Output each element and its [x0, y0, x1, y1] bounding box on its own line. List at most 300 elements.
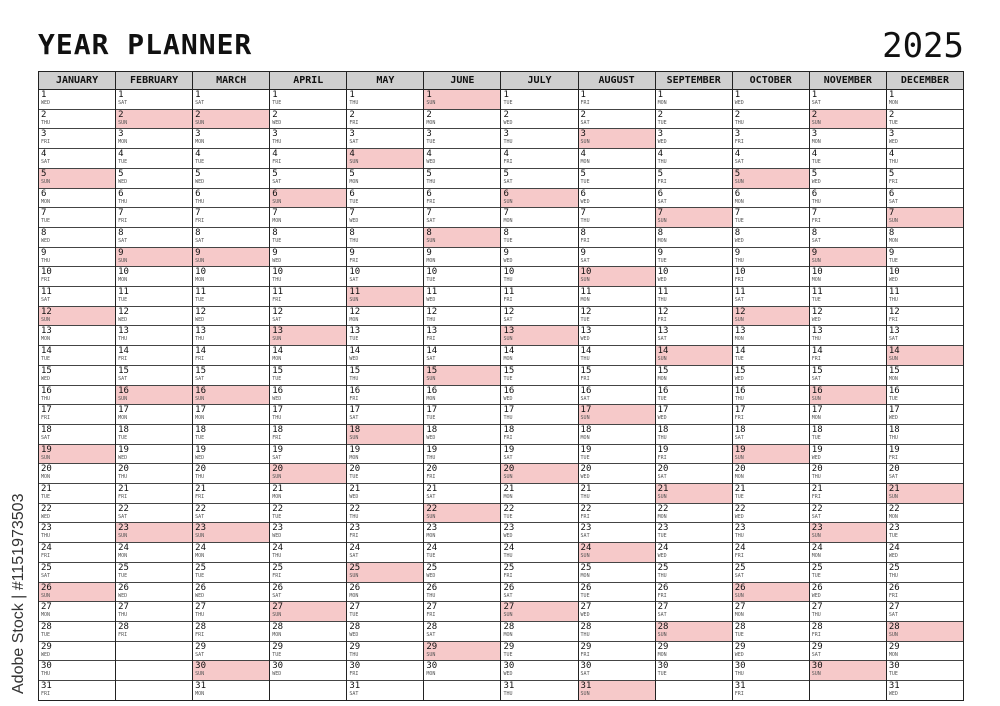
- weekday-label: MON: [118, 139, 128, 146]
- weekday-label: FRI: [503, 434, 513, 441]
- weekday-label: TUE: [349, 612, 359, 619]
- weekday-label: FRI: [657, 178, 667, 185]
- day-cell: [193, 90, 269, 110]
- weekday-label: TUE: [349, 198, 359, 205]
- day-number: 8: [272, 227, 278, 238]
- weekday-label: SAT: [734, 297, 744, 304]
- weekday-label: WED: [657, 277, 667, 284]
- weekday-label: MON: [580, 297, 590, 304]
- day-number: 1: [503, 90, 509, 100]
- day-cell: [656, 90, 732, 110]
- weekday-label: MON: [272, 631, 282, 638]
- day-number: 19: [349, 444, 361, 455]
- day-cell: [193, 622, 269, 642]
- day-number: 25: [811, 562, 823, 573]
- day-cell: [193, 248, 269, 268]
- weekday-label: SAT: [349, 691, 359, 698]
- day-cell: [887, 386, 963, 406]
- weekday-label: FRI: [426, 336, 436, 343]
- weekday-label: SUN: [118, 257, 128, 264]
- day-number: 19: [580, 444, 592, 455]
- day-cell: [656, 228, 732, 248]
- weekday-label: FRI: [580, 375, 590, 382]
- day-cell: [193, 326, 269, 346]
- weekday-label: TUE: [195, 297, 205, 304]
- day-cell: [733, 346, 809, 366]
- day-list: [39, 90, 115, 700]
- weekday-label: THU: [426, 592, 436, 599]
- day-number: 14: [657, 346, 669, 357]
- weekday-label: SUN: [195, 533, 205, 540]
- weekday-label: MON: [195, 553, 205, 560]
- month-column-march: [193, 72, 270, 700]
- day-cell: [116, 287, 192, 307]
- day-number: 8: [349, 227, 355, 238]
- day-number: 19: [118, 444, 129, 455]
- day-cell: [424, 661, 500, 681]
- day-number: 26: [734, 582, 746, 593]
- weekday-label: SUN: [888, 494, 898, 501]
- day-cell: [501, 661, 577, 681]
- weekday-label: MON: [734, 336, 744, 343]
- day-number: 26: [811, 582, 823, 593]
- day-number: 22: [41, 503, 52, 514]
- day-cell: [733, 110, 809, 130]
- day-cell: [39, 504, 115, 524]
- day-cell: [270, 110, 346, 130]
- weekday-label: SAT: [503, 178, 513, 185]
- day-cell: [116, 129, 192, 149]
- day-cell: [733, 248, 809, 268]
- day-number: 25: [503, 562, 515, 573]
- day-cell: [501, 366, 577, 386]
- day-cell: [270, 228, 346, 248]
- weekday-label: SUN: [195, 119, 205, 126]
- weekday-label: SAT: [195, 651, 205, 658]
- weekday-label: SAT: [41, 297, 51, 304]
- weekday-label: THU: [41, 671, 51, 678]
- day-cell: [887, 208, 963, 228]
- weekday-label: WED: [657, 553, 667, 560]
- day-number: 6: [118, 188, 124, 199]
- day-cell: [270, 386, 346, 406]
- day-cell: [501, 129, 577, 149]
- day-cell: [579, 602, 655, 622]
- weekday-label: TUE: [811, 434, 821, 441]
- day-number: 31: [349, 681, 361, 692]
- day-number: 25: [657, 562, 669, 573]
- day-cell: [116, 622, 192, 642]
- day-number: 6: [349, 188, 355, 199]
- weekday-label: FRI: [118, 631, 128, 638]
- weekday-label: WED: [580, 198, 590, 205]
- weekday-label: SUN: [349, 159, 359, 166]
- weekday-label: THU: [118, 198, 128, 205]
- weekday-label: THU: [118, 612, 128, 619]
- weekday-label: MON: [503, 356, 513, 363]
- day-number: 12: [811, 306, 823, 317]
- day-number: 8: [503, 227, 509, 238]
- day-number: 3: [657, 129, 664, 140]
- day-number: 25: [888, 562, 900, 573]
- weekday-label: FRI: [118, 356, 128, 363]
- day-cell: [501, 602, 577, 622]
- weekday-label: WED: [272, 119, 282, 126]
- day-cell: [193, 661, 269, 681]
- weekday-label: MON: [118, 553, 128, 560]
- day-number: 31: [734, 681, 746, 692]
- weekday-label: WED: [503, 257, 513, 264]
- day-number: 10: [195, 267, 206, 278]
- weekday-label: WED: [349, 218, 359, 225]
- day-number: 29: [888, 641, 900, 652]
- day-cell: [579, 425, 655, 445]
- day-cell: [424, 523, 500, 543]
- day-number: 1: [118, 90, 124, 100]
- day-cell: [887, 307, 963, 327]
- day-number: 3: [195, 129, 201, 140]
- day-number: 10: [580, 267, 592, 278]
- weekday-label: THU: [195, 612, 205, 619]
- day-number: 23: [503, 523, 515, 534]
- day-number: 6: [580, 188, 586, 199]
- day-cell: [424, 464, 500, 484]
- day-cell: [39, 287, 115, 307]
- weekday-label: TUE: [888, 533, 898, 540]
- day-cell: [193, 129, 269, 149]
- day-cell: [347, 622, 423, 642]
- day-cell: [116, 484, 192, 504]
- day-cell: [887, 110, 963, 130]
- weekday-label: FRI: [41, 415, 51, 422]
- day-cell: [733, 267, 809, 287]
- day-cell: [810, 129, 886, 149]
- weekday-label: WED: [41, 513, 51, 520]
- weekday-label: SUN: [580, 139, 590, 146]
- day-cell: [656, 346, 732, 366]
- month-header: OCTOBER: [733, 72, 809, 90]
- weekday-label: FRI: [888, 178, 898, 185]
- day-number: 3: [349, 129, 355, 140]
- day-number: 8: [888, 227, 895, 238]
- day-cell: [270, 563, 346, 583]
- day-number: 13: [349, 326, 361, 337]
- weekday-label: THU: [657, 159, 667, 166]
- day-cell: [733, 149, 809, 169]
- weekday-label: TUE: [426, 415, 436, 422]
- month-header: NOVEMBER: [810, 72, 886, 90]
- day-number: 4: [272, 149, 278, 160]
- day-number: 20: [349, 464, 361, 475]
- day-number: 4: [811, 149, 818, 160]
- weekday-label: TUE: [657, 395, 667, 402]
- day-number: 28: [811, 621, 823, 632]
- day-cell: [656, 622, 732, 642]
- day-number: 16: [272, 385, 284, 396]
- day-list: [887, 90, 963, 700]
- day-cell: [193, 169, 269, 189]
- day-cell: [501, 228, 577, 248]
- day-cell: [579, 248, 655, 268]
- day-cell: [39, 583, 115, 603]
- weekday-label: FRI: [41, 553, 51, 560]
- day-cell: [810, 346, 886, 366]
- month-column-april: [270, 72, 347, 700]
- weekday-label: FRI: [734, 691, 744, 698]
- weekday-label: FRI: [734, 139, 744, 146]
- weekday-label: SUN: [734, 592, 744, 599]
- day-number: 21: [811, 484, 823, 495]
- weekday-label: TUE: [349, 474, 359, 481]
- day-number: 13: [888, 326, 900, 337]
- day-number: 12: [349, 306, 361, 317]
- day-number: 12: [657, 306, 669, 317]
- weekday-label: TUE: [41, 631, 51, 638]
- day-list: [733, 90, 809, 700]
- weekday-label: WED: [580, 336, 590, 343]
- weekday-label: FRI: [734, 553, 744, 560]
- day-number: 8: [118, 227, 124, 238]
- day-cell: [579, 642, 655, 662]
- weekday-label: THU: [272, 553, 282, 560]
- weekday-label: THU: [503, 415, 513, 422]
- day-cell: [347, 661, 423, 681]
- day-number: 24: [118, 543, 129, 554]
- day-cell: [116, 563, 192, 583]
- day-cell: [579, 681, 655, 700]
- day-number: 15: [734, 365, 746, 376]
- day-number: 21: [426, 484, 438, 495]
- day-cell: [887, 90, 963, 110]
- day-cell: [810, 228, 886, 248]
- day-number: 2: [888, 109, 895, 120]
- day-cell: [116, 425, 192, 445]
- weekday-label: FRI: [657, 454, 667, 461]
- day-list: [347, 90, 423, 700]
- weekday-label: FRI: [272, 572, 282, 579]
- weekday-label: MON: [734, 612, 744, 619]
- day-number: 21: [657, 484, 669, 495]
- day-number: 5: [118, 168, 124, 179]
- day-cell: [887, 543, 963, 563]
- day-cell: [810, 583, 886, 603]
- day-cell: [887, 602, 963, 622]
- day-cell: [193, 287, 269, 307]
- day-cell: [887, 484, 963, 504]
- day-cell: [733, 523, 809, 543]
- day-number: 15: [888, 365, 900, 376]
- day-cell: [270, 602, 346, 622]
- day-number: 8: [580, 227, 586, 238]
- weekday-label: TUE: [580, 454, 590, 461]
- weekday-label: TUE: [118, 434, 128, 441]
- day-cell: [887, 267, 963, 287]
- day-number: 30: [349, 661, 361, 672]
- weekday-label: MON: [426, 533, 436, 540]
- day-cell: [887, 523, 963, 543]
- weekday-label: THU: [272, 139, 282, 146]
- weekday-label: SUN: [349, 434, 359, 441]
- day-number: 1: [349, 90, 355, 100]
- day-number: 18: [503, 424, 515, 435]
- weekday-label: SAT: [426, 494, 436, 501]
- day-cell: [39, 346, 115, 366]
- month-column-august: [579, 72, 656, 700]
- weekday-label: THU: [195, 474, 205, 481]
- day-number: 20: [118, 464, 129, 475]
- day-list: [424, 90, 500, 700]
- day-number: 15: [272, 365, 284, 376]
- weekday-label: SUN: [811, 257, 821, 264]
- day-number: 18: [580, 424, 592, 435]
- weekday-label: SUN: [195, 257, 205, 264]
- weekday-label: THU: [580, 218, 590, 225]
- day-cell: [733, 543, 809, 563]
- weekday-label: THU: [349, 375, 359, 382]
- weekday-label: FRI: [657, 316, 667, 323]
- day-cell: [424, 543, 500, 563]
- day-cell: [347, 543, 423, 563]
- day-number: 21: [503, 484, 515, 495]
- day-cell: [347, 287, 423, 307]
- weekday-label: FRI: [272, 434, 282, 441]
- day-number: 14: [41, 346, 52, 357]
- day-number: 18: [272, 424, 284, 435]
- day-cell: [424, 622, 500, 642]
- weekday-label: FRI: [349, 257, 359, 264]
- day-cell: [733, 228, 809, 248]
- day-cell: [424, 208, 500, 228]
- weekday-label: FRI: [580, 237, 590, 244]
- day-number: 4: [426, 149, 432, 160]
- day-number: 5: [195, 168, 201, 179]
- weekday-label: SUN: [272, 612, 282, 619]
- day-cell: [116, 405, 192, 425]
- weekday-label: SUN: [888, 218, 898, 225]
- day-cell: [810, 484, 886, 504]
- day-number: 22: [888, 503, 900, 514]
- day-number: 22: [811, 503, 823, 514]
- weekday-label: TUE: [888, 395, 898, 402]
- weekday-label: TUE: [272, 651, 282, 658]
- weekday-label: SUN: [580, 277, 590, 284]
- day-number: 30: [888, 661, 900, 672]
- day-number: 12: [195, 306, 206, 317]
- day-cell: [193, 642, 269, 662]
- day-number: 17: [580, 405, 592, 416]
- day-cell: [501, 346, 577, 366]
- weekday-label: MON: [657, 100, 667, 106]
- day-number: 28: [657, 621, 669, 632]
- day-cell: [347, 189, 423, 209]
- weekday-label: THU: [426, 316, 436, 323]
- day-cell: [887, 169, 963, 189]
- day-number: 3: [41, 129, 47, 140]
- weekday-label: FRI: [426, 612, 436, 619]
- weekday-label: SAT: [811, 100, 821, 106]
- weekday-label: FRI: [503, 297, 513, 304]
- day-number: 26: [195, 582, 206, 593]
- day-cell: [733, 405, 809, 425]
- day-number: 2: [734, 109, 741, 120]
- weekday-label: SAT: [41, 434, 51, 441]
- weekday-label: THU: [503, 139, 513, 146]
- day-number: 25: [426, 562, 438, 573]
- day-cell: [887, 346, 963, 366]
- day-number: 4: [734, 149, 741, 160]
- day-cell: [810, 366, 886, 386]
- day-cell: [347, 484, 423, 504]
- day-number: 22: [657, 503, 669, 514]
- weekday-label: TUE: [580, 178, 590, 185]
- weekday-label: FRI: [349, 119, 359, 126]
- day-cell: [193, 464, 269, 484]
- day-cell: [270, 149, 346, 169]
- weekday-label: WED: [734, 375, 744, 382]
- weekday-label: THU: [503, 691, 513, 698]
- day-number: 23: [811, 523, 823, 534]
- day-cell: [887, 326, 963, 346]
- day-cell: [270, 129, 346, 149]
- weekday-label: WED: [349, 356, 359, 363]
- day-cell: [193, 110, 269, 130]
- day-number: 2: [195, 109, 201, 120]
- day-number: 16: [580, 385, 592, 396]
- month-column-december: [887, 72, 963, 700]
- day-number: 3: [118, 129, 124, 140]
- day-number: 11: [41, 287, 52, 298]
- day-number: 22: [426, 503, 438, 514]
- weekday-label: SAT: [272, 592, 282, 599]
- day-cell: [270, 425, 346, 445]
- day-number: 16: [657, 385, 669, 396]
- day-number: 7: [426, 208, 432, 219]
- day-number: 5: [580, 168, 586, 179]
- month-header: DECEMBER: [887, 72, 963, 90]
- day-cell: [501, 267, 577, 287]
- weekday-label: FRI: [811, 356, 821, 363]
- day-cell: [579, 267, 655, 287]
- day-cell: [347, 464, 423, 484]
- day-number: 21: [734, 484, 746, 495]
- day-number: 3: [580, 129, 586, 140]
- weekday-label: WED: [118, 178, 128, 185]
- day-number: 31: [503, 681, 515, 692]
- weekday-label: MON: [426, 395, 436, 402]
- day-number: 26: [426, 582, 438, 593]
- weekday-label: WED: [195, 454, 205, 461]
- weekday-label: SAT: [888, 474, 898, 481]
- day-cell: [810, 602, 886, 622]
- weekday-label: THU: [272, 415, 282, 422]
- weekday-label: SUN: [426, 237, 436, 244]
- day-cell: [270, 326, 346, 346]
- weekday-label: SUN: [657, 631, 667, 638]
- day-number: 9: [118, 247, 124, 258]
- day-cell: [424, 169, 500, 189]
- day-number: 24: [503, 543, 515, 554]
- weekday-label: MON: [41, 474, 51, 481]
- weekday-label: WED: [888, 415, 898, 422]
- month-column-june: [424, 72, 501, 700]
- day-number: 7: [811, 208, 818, 219]
- day-number: 18: [118, 424, 129, 435]
- day-number: 17: [657, 405, 669, 416]
- day-number: 8: [426, 227, 432, 238]
- month-header: JANUARY: [39, 72, 115, 90]
- weekday-label: TUE: [426, 277, 436, 284]
- day-cell: [887, 622, 963, 642]
